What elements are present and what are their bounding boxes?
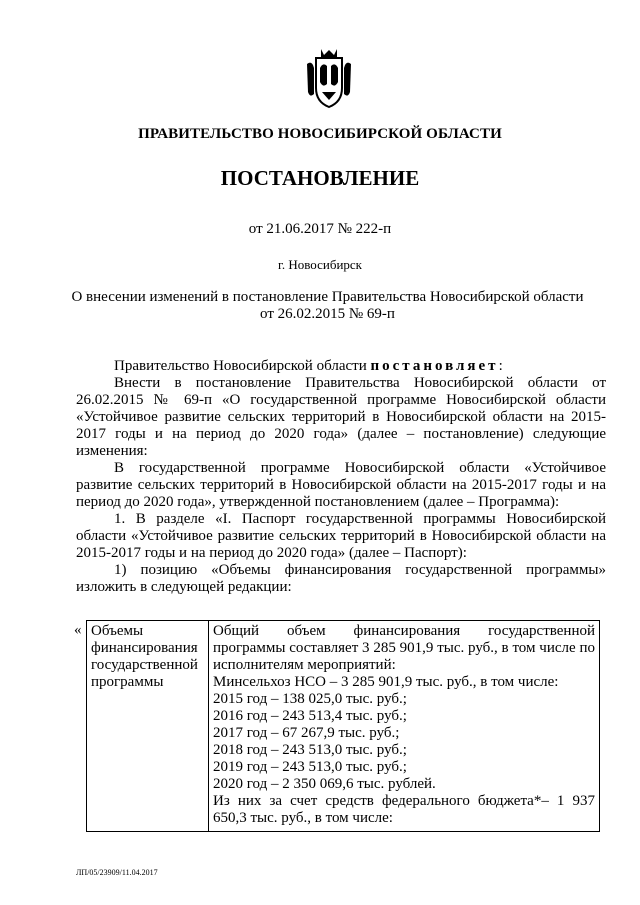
financing-line-2018: 2018 год – 243 513,0 тыс. руб.;: [213, 742, 407, 758]
table-open-quote: «: [74, 622, 82, 638]
body-paragraph-amend: Внести в постановление Правительства Новосибирской области от 26.02.2015 № 69-п «О государственной программе Новосибирской области «Устойчивое развитие сельских территорий в Новосибирской области на 2015-2017 годы и на период до 2020 года» (далее – постановление) следующие изменения:: [76, 375, 606, 459]
footer-registration-code: ЛП/05/23909/11.04.2017: [76, 868, 158, 877]
resolution-verb: постановляет: [370, 358, 499, 374]
table-row: [87, 621, 600, 832]
table-value-cell: [209, 621, 600, 832]
organization-name: ПРАВИТЕЛЬСТВО НОВОСИБИРСКОЙ ОБЛАСТИ: [138, 126, 502, 142]
document-date-number: от 21.06.2017 № 222-п: [248, 221, 392, 237]
document-city: г. Новосибирск: [277, 257, 362, 272]
document-type-title: ПОСТАНОВЛЕНИЕ: [220, 166, 420, 190]
document-body: [76, 358, 606, 596]
body-paragraph-resolution: [76, 358, 606, 375]
body-paragraph-program: В государственной программе Новосибирской области «Устойчивое развитие сельских территорий в Новосибирской области на 2015-2017 годы и на период до 2020 года», утвержденной постановлением (далее – Программа):: [76, 460, 606, 510]
financing-line-total: Общий объем финансирования государственной программы составляет 3 285 901,9 тыс. руб., в том числе по исполнителям мероприятий:: [213, 623, 595, 673]
financing-line-federal: Из них за счет средств федерального бюджета*– 1 937 650,3 тыс. руб., в том числе:: [213, 793, 595, 826]
subject-line-1: О внесении изменений в постановление Правительства Новосибирской области: [71, 289, 584, 305]
body-paragraph-section: 1. В разделе «I. Паспорт государственной программы Новосибирской области «Устойчивое развитие сельских территорий в Новосибирской области на 2015-2017 годы и на период до 2020 года» (далее – Паспорт):: [76, 511, 606, 561]
resolution-tail: :: [498, 358, 503, 374]
table-label-cell: Объемы финансирования государственной программы: [87, 621, 209, 832]
financing-line-2017: 2017 год – 67 267,9 тыс. руб.;: [213, 725, 400, 741]
financing-line-2020: 2020 год – 2 350 069,6 тыс. рублей.: [213, 776, 436, 792]
financing-line-2019: 2019 год – 243 513,0 тыс. руб.;: [213, 759, 407, 775]
subject-line-2: от 26.02.2015 № 69-п: [260, 306, 395, 322]
coat-of-arms-icon: [304, 46, 354, 110]
financing-line-2016: 2016 год – 243 513,4 тыс. руб.;: [213, 708, 407, 724]
financing-table: [86, 620, 600, 832]
body-paragraph-position: 1) позицию «Объемы финансирования государственной программы» изложить в следующей редакции:: [76, 562, 606, 595]
financing-line-2015: 2015 год – 138 025,0 тыс. руб.;: [213, 691, 407, 707]
resolution-lead: Правительство Новосибирской области: [114, 358, 371, 374]
financing-line-ministry: Минсельхоз НСО – 3 285 901,9 тыс. руб., в том числе:: [213, 674, 559, 690]
document-subject: [60, 289, 595, 323]
